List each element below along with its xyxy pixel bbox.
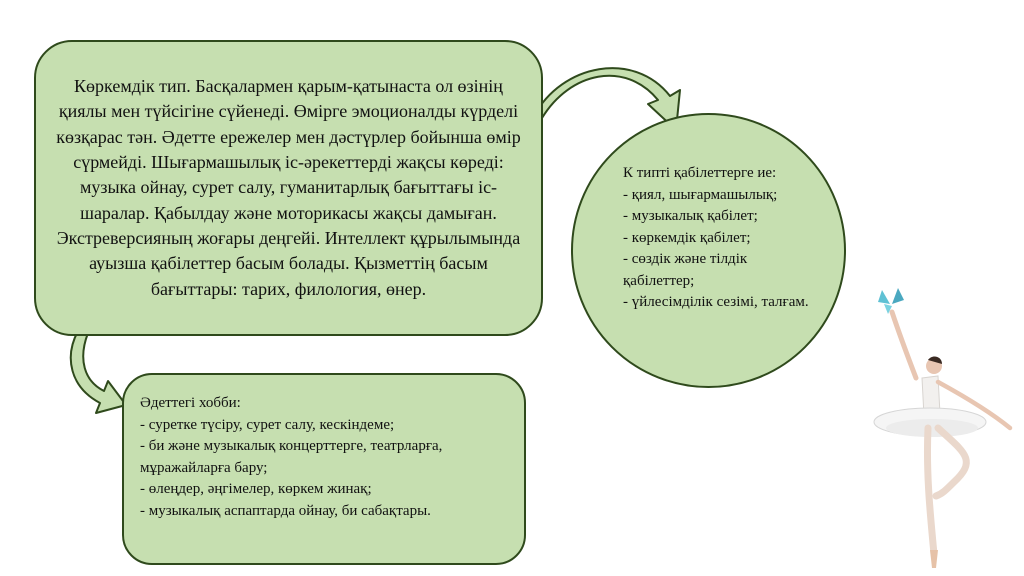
abilities-list	[623, 185, 822, 314]
abilities-title: К типті қабілеттерге ие:	[623, 165, 777, 181]
hobby-item: - музыкалық аспаптарда ойнау, би сабақтары.	[140, 502, 431, 519]
type-description-text: Көркемдік тип. Басқалармен қарым-қатынаста ол өзінің қиялы мен түйсігіне сүйенеді. Өмірге эмоционалды күрделі көзқарас тән. Әдетте ережелер мен дәстүрлер бойынша өмір сүрмейді. Шығармашылық іс-әрекеттерді жақсы көреді: музыка ойнау, сурет салу, гуманитарлық бағыттағы іс-шаралар. Қабылдау және моторикасы жақсы дамыған. Экстреверсияның жоғары деңгейі. Интеллект құрылымында ауызша қабілеттер басым болады. Қызметтің басым бағыттары: тарих, филология, өнер.	[56, 76, 521, 299]
ability-item: - үйлесімділік сезімі, талғам.	[623, 294, 809, 310]
hobbies-title: Әдеттегі хобби:	[140, 395, 241, 411]
ballerina-illustration	[868, 282, 1018, 572]
ability-item: - сөздік және тілдік қабілеттер;	[623, 251, 748, 289]
abilities-circle	[571, 113, 846, 388]
hobby-item: - өлеңдер, әңгімелер, көркем жинақ;	[140, 481, 372, 497]
hobby-item: - суретке түсіру, сурет салу, кескіндеме;	[140, 416, 395, 433]
ability-item: - музыкалық қабілет;	[623, 208, 758, 224]
ability-item: - көркемдік қабілет;	[623, 229, 751, 246]
ability-item: - қиял, шығармашылық;	[623, 186, 778, 203]
hobbies-list	[140, 415, 510, 523]
hobbies-box	[122, 373, 526, 565]
hobby-item: - би және музыкалық концерттерге, театрларға, мұражайларға бару;	[140, 438, 443, 476]
type-description-box	[34, 40, 543, 336]
